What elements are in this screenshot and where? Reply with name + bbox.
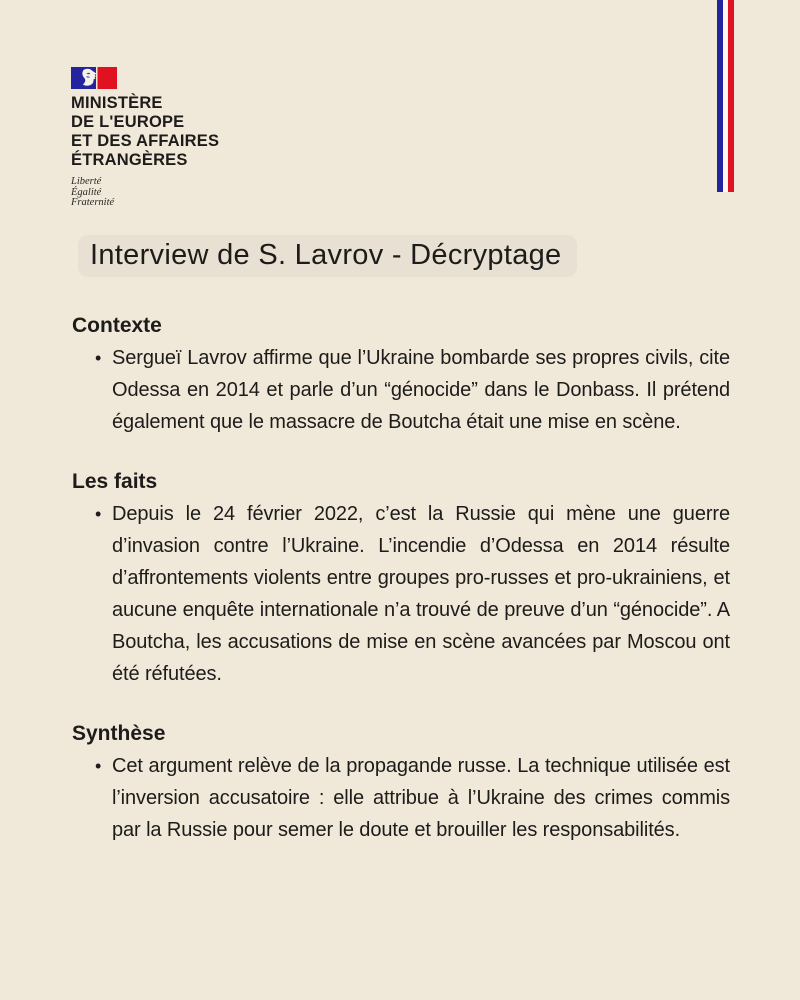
bullet-item: • Cet argument relève de la propagande russe. La technique utilisée est l’inversion accusatoire : elle attribue à l’Ukraine des crimes commis par la Russie pour semer le doute et brouiller les responsabilités.	[112, 750, 730, 846]
marianne-flag-icon	[71, 67, 117, 89]
ministry-name-line: MINISTÈRE	[71, 94, 163, 112]
bullet-item: • Depuis le 24 février 2022, c’est la Russie qui mène une guerre d’invasion contre l’Ukraine. L’incendie d’Odessa en 2014 résulte d’affrontements violents entre groupes pro-russes et pro-ukrainiens, et aucune enquête internationale n’a trouvé de preuve d’un “génocide”. A Boutcha, les accusations de mise en scène avancées par Moscou ont été réfutées.	[112, 498, 730, 690]
motto-line: Liberté	[71, 176, 102, 187]
section-heading: Contexte	[72, 314, 162, 337]
bullet-item: • Sergueï Lavrov affirme que l’Ukraine bombarde ses propres civils, cite Odessa en 2014 et parle d’un “génocide” dans le Donbass. Il prétend également que le massacre de Boutcha était une mise en scène.	[112, 342, 730, 438]
ministry-logo-block	[71, 67, 219, 209]
ministry-motto	[71, 177, 219, 209]
section-heading: Les faits	[72, 470, 158, 493]
page-title	[78, 235, 577, 277]
motto-line: Fraternité	[71, 197, 115, 208]
bullet-list	[72, 342, 730, 438]
ministry-name-line: DE L'EUROPE	[71, 113, 185, 131]
motto-line: Égalité	[71, 186, 102, 198]
section-contexte	[72, 312, 730, 438]
section-heading: Synthèse	[72, 722, 166, 745]
tricolor-stripes-icon	[717, 0, 734, 192]
page-title-text: Interview de S. Lavrov - Décryptage	[90, 239, 562, 271]
ministry-name-line: ÉTRANGÈRES	[71, 151, 188, 169]
bullet-list	[72, 498, 730, 690]
section-synthese	[72, 720, 730, 846]
bullet-list	[72, 750, 730, 846]
ministry-name-line: ET DES AFFAIRES	[71, 132, 220, 150]
stripe-red	[728, 0, 734, 192]
content	[72, 312, 730, 876]
ministry-name	[71, 94, 219, 170]
section-les-faits	[72, 468, 730, 690]
